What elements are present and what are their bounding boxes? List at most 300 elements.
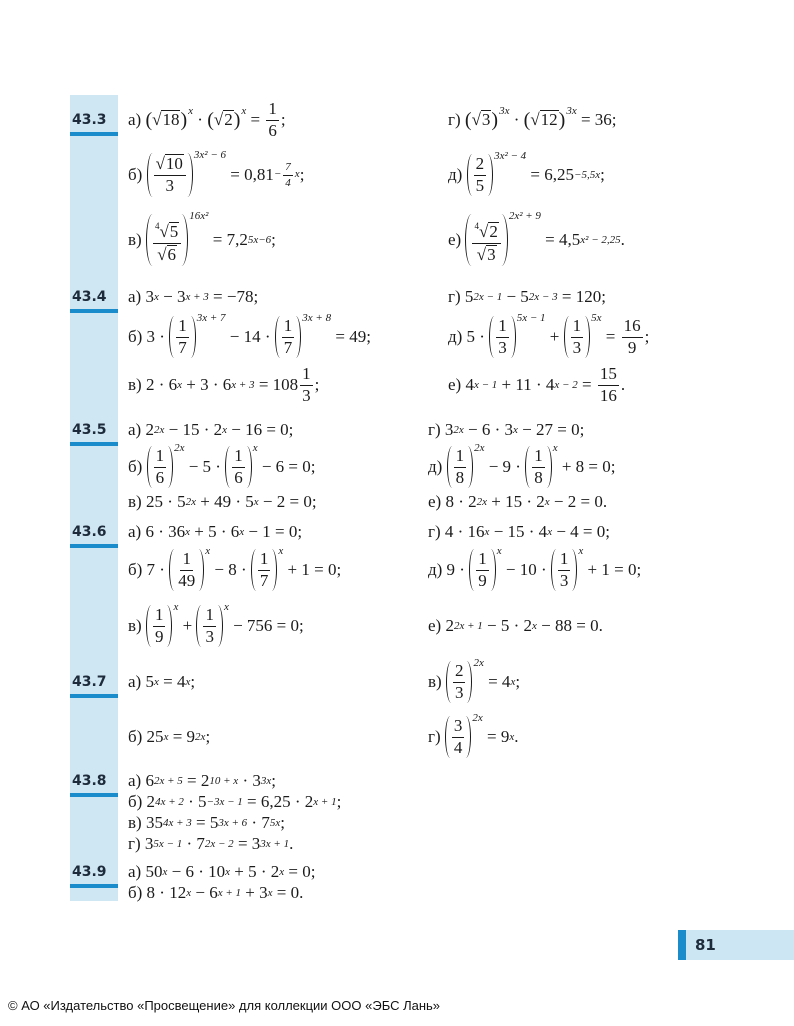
math-text: б) [128, 165, 147, 184]
math-text: 3x [499, 104, 510, 117]
parenthesized-fraction [564, 311, 602, 358]
math-text: − 14 · [225, 327, 275, 346]
parenthesized-fraction [489, 311, 546, 358]
math-text: 3x + 6 [218, 817, 248, 829]
math-text: x [223, 600, 229, 613]
exercise-right [448, 90, 617, 150]
math-text: 7 [283, 337, 293, 357]
math-text: 3x + 7 [196, 311, 226, 324]
math-text: x [578, 544, 584, 557]
problem-number [72, 522, 107, 542]
problem-number-underline [70, 884, 118, 888]
math-text: 3x + 1 [260, 838, 290, 850]
math-text: x [279, 866, 285, 878]
denominator [474, 176, 487, 196]
math-text: е) 2 [428, 616, 454, 635]
math-text: е) 4 [448, 375, 474, 394]
math-text: x [510, 676, 516, 688]
left-paren-icon: ( [145, 108, 153, 131]
math-text: · 5 [183, 792, 207, 811]
math-text: 1 [234, 445, 243, 465]
math-text: 3 [454, 682, 464, 702]
math-text: − 15 · 2 [164, 420, 223, 439]
math-text: 3x² − 6 [193, 149, 227, 162]
exercise-right [428, 596, 603, 656]
exercise-left [128, 90, 286, 150]
denominator [476, 571, 489, 591]
math-text: 2x [473, 656, 484, 669]
math-text: а) 6 [128, 771, 154, 790]
math-text: − 10 · [501, 560, 551, 579]
exercise-right [428, 540, 641, 600]
math-text: x [163, 731, 169, 743]
math-text: = 36; [576, 110, 617, 129]
math-text: x [188, 104, 194, 117]
numerator [154, 447, 167, 468]
math-text: 7 [259, 570, 269, 590]
exponent [497, 545, 502, 557]
exponent [205, 545, 210, 557]
exponent [194, 149, 226, 161]
math-text: 2x − 3 [528, 291, 558, 303]
math-text: x [509, 731, 515, 743]
fraction [474, 155, 487, 195]
math-text: б) [128, 457, 147, 476]
math-text: − 5 · 2 [482, 616, 533, 635]
math-text: x − 1 [473, 379, 498, 391]
math-text: 7 [178, 337, 187, 357]
math-text: 8 [455, 467, 465, 487]
math-text: г) 4 · 16 [428, 522, 485, 541]
math-text: ; [644, 327, 650, 346]
math-text: 3 [205, 626, 214, 646]
math-text: е) 8 · 2 [428, 492, 477, 511]
parenthesized-fraction [446, 656, 484, 703]
parenthesized-fraction [251, 544, 284, 591]
math-text: = 2 [182, 771, 210, 790]
right-paren-icon: ) [558, 108, 566, 131]
parentheses [146, 605, 173, 647]
problem-number-label: 43.3 [72, 112, 107, 128]
math-text: · [509, 110, 524, 129]
problem-number-underline [70, 544, 118, 548]
exercise-left [128, 540, 341, 600]
parenthesized-root [464, 104, 510, 132]
numerator [532, 447, 545, 468]
radicand: 12 [540, 110, 558, 130]
fraction [258, 550, 271, 590]
root-index: 4 [154, 221, 160, 232]
math-text: ; [336, 792, 342, 811]
exercise-left [128, 793, 341, 811]
math-text: − 2 = 0. [549, 492, 608, 511]
math-text: г) 3 [128, 834, 154, 853]
math-text: = [577, 375, 596, 394]
numerator [154, 154, 186, 176]
math-text: 2x + 5 [153, 775, 183, 787]
math-text: − 5 [502, 287, 529, 306]
fraction [282, 317, 295, 357]
numerator [232, 447, 245, 468]
root-index: 4 [474, 221, 479, 232]
math-text: 5x − 1 [153, 838, 183, 850]
right-paren-icon: ) [180, 108, 188, 131]
exercise-left [128, 210, 276, 270]
math-text: г) 5 [448, 287, 474, 306]
math-text: · 7 [247, 813, 270, 832]
numerator [203, 606, 216, 627]
math-text: − 3 [158, 287, 186, 306]
parentheses [196, 605, 223, 647]
page-number-strip [678, 930, 686, 960]
parentheses [146, 214, 188, 265]
math-text: б) 2 [128, 792, 156, 811]
math-text: 16x² [189, 210, 209, 223]
denominator [203, 627, 216, 647]
numerator [452, 717, 465, 738]
math-text: x [185, 676, 191, 688]
exercise-right [448, 210, 625, 270]
math-text: б) 3 · [128, 327, 170, 346]
numerator [622, 317, 643, 338]
exercise-left [128, 772, 276, 790]
page-number-box [678, 930, 794, 960]
problem-number-label: 43.6 [72, 524, 107, 540]
math-text: а) 6 · 36 [128, 522, 186, 541]
parentheses [169, 316, 196, 358]
math-text: 9 [154, 626, 164, 646]
radical-sign-icon: √ [471, 110, 481, 129]
numerator [153, 215, 181, 244]
math-text: x [294, 168, 300, 181]
radical [474, 222, 498, 242]
parenthesized-fraction [469, 544, 502, 591]
numerator [474, 155, 487, 176]
numerator [153, 606, 166, 627]
numerator [558, 550, 571, 571]
denominator [153, 627, 166, 647]
parenthesized-root [523, 104, 577, 132]
math-text: 1 [259, 548, 269, 568]
math-text: 6 [268, 120, 277, 140]
math-text: 2 [454, 660, 464, 680]
exponent [566, 105, 576, 117]
math-text: 5 [475, 175, 485, 195]
math-text: x + 1 [313, 796, 337, 808]
math-text: x [267, 887, 273, 899]
math-text: 3x² − 4 [494, 149, 527, 162]
math-text: 7 [285, 161, 291, 174]
math-text: 3 [165, 176, 174, 195]
math-text: = −78; [208, 287, 259, 306]
page-number: 81 [695, 936, 716, 954]
fraction [154, 154, 186, 195]
math-text: ; [314, 375, 320, 394]
copyright-notice: © АО «Издательство «Просвещение» для коллекции ООО «ЭБС Лань» [8, 998, 441, 1013]
math-text: . [620, 375, 626, 394]
math-text: д) [428, 457, 447, 476]
denominator [475, 244, 499, 265]
math-text: x [222, 424, 227, 436]
exercise-left [128, 596, 304, 656]
math-text: в) 2 · 6 [128, 375, 178, 394]
math-text: . [289, 834, 294, 853]
radical [530, 110, 558, 130]
math-text: в) 35 [128, 813, 163, 832]
math-text: 8 [534, 467, 543, 487]
exponent [473, 657, 483, 669]
denominator [163, 176, 176, 196]
math-text: + 11 · 4 [497, 375, 555, 394]
radicand: 6 [167, 245, 177, 264]
fraction [452, 717, 465, 757]
parentheses [551, 549, 578, 591]
exponent [197, 312, 226, 324]
denominator [258, 571, 271, 591]
math-text: д) 9 · [428, 560, 470, 579]
math-text: + [178, 616, 197, 635]
exercise-left [128, 884, 303, 902]
math-text: = [246, 110, 265, 129]
math-text: x + 3 [231, 379, 255, 391]
math-text: 2x − 1 [473, 291, 503, 303]
math-text: x [225, 866, 230, 878]
math-text: г) [428, 727, 445, 746]
math-text: 3 [498, 337, 507, 357]
parentheses [524, 109, 566, 132]
math-text: 1 [182, 548, 191, 568]
math-text: 9 [627, 337, 637, 357]
fraction [176, 317, 189, 357]
math-text: = 6,25 · 2 [242, 792, 314, 811]
numerator [598, 365, 619, 386]
math-text: 3 [302, 385, 311, 405]
numerator [476, 550, 489, 571]
math-text: 6 [155, 467, 165, 487]
fraction [622, 317, 643, 357]
math-text: − 5 · [184, 457, 226, 476]
math-text: = 4 [483, 672, 511, 691]
problem-number [72, 110, 107, 130]
math-text: x [153, 676, 159, 688]
radical [155, 222, 179, 242]
fraction [203, 606, 216, 646]
parenthesized-fraction [147, 149, 227, 196]
radical-sign-icon: √ [157, 245, 167, 264]
fraction [453, 662, 466, 702]
numerator [472, 215, 500, 244]
math-text: + 3 [241, 883, 268, 902]
math-text: x [253, 496, 259, 508]
parenthesized-fraction [551, 544, 584, 591]
denominator [598, 386, 619, 406]
problem-number-underline [70, 694, 118, 698]
fraction [300, 365, 313, 405]
math-text: + 8 = 0; [557, 457, 616, 476]
right-paren-icon: ) [491, 108, 499, 131]
math-text: ; [271, 771, 276, 790]
math-text: 2x − 2 [204, 838, 234, 850]
parenthesized-fraction [146, 600, 179, 647]
math-text: ; [205, 727, 211, 746]
math-text: 1 [155, 445, 165, 465]
fraction [153, 606, 166, 646]
math-text: x [513, 424, 518, 436]
denominator [176, 571, 197, 591]
math-text: = 0; [284, 862, 316, 881]
exercise-left [128, 863, 315, 881]
problem-number-label: 43.8 [72, 773, 107, 789]
math-text: г) [448, 110, 465, 129]
radical [214, 110, 234, 130]
math-text: ; [271, 230, 276, 249]
math-text: в) [128, 616, 146, 635]
math-text: д) 5 · [448, 327, 490, 346]
math-text: 2x² + 9 [508, 210, 541, 223]
math-text: 1 [205, 604, 214, 624]
math-text: = 9 [168, 727, 196, 746]
math-text: 3x [260, 775, 272, 787]
parenthesized-root [145, 104, 194, 132]
parentheses [275, 316, 302, 358]
math-text: = 49; [331, 327, 371, 346]
exercise-right [428, 652, 520, 712]
math-text: + 1 = 0; [583, 560, 642, 579]
math-text: = 6,25 [526, 165, 575, 184]
denominator [452, 738, 465, 758]
math-text: ; [190, 672, 196, 691]
math-text: x [484, 526, 490, 538]
exponent [174, 442, 184, 454]
problem-number-underline [70, 442, 118, 446]
math-text: · 3 [238, 771, 261, 790]
problem-number [72, 420, 107, 440]
numerator [300, 365, 313, 386]
left-paren-icon: ( [523, 108, 531, 131]
problem-number-underline [70, 309, 118, 313]
math-text: = 0. [272, 883, 304, 902]
parenthesized-fraction [275, 311, 332, 358]
math-text: 2x [472, 711, 483, 724]
math-text: 1 [498, 315, 507, 335]
math-text: 5x [269, 817, 281, 829]
parentheses [445, 716, 472, 758]
numerator [496, 317, 509, 338]
denominator [283, 176, 293, 189]
math-text: 15 [599, 363, 617, 383]
math-text: 2x [185, 496, 196, 508]
math-text: 1 [283, 315, 293, 335]
exponent [553, 442, 558, 454]
exercise-right [428, 707, 519, 767]
math-text: x − 2 [554, 379, 578, 391]
denominator [300, 386, 313, 406]
math-text: x [278, 544, 284, 557]
exponent [278, 545, 283, 557]
fraction [283, 161, 293, 188]
math-text: 2 [475, 153, 485, 173]
math-text: + 15 · 2 [487, 492, 545, 511]
math-text: x [205, 544, 211, 557]
math-text: − 4 = 0; [552, 522, 610, 541]
math-text: 16 [599, 385, 617, 405]
numerator [453, 662, 466, 683]
math-text: = 9 [482, 727, 510, 746]
math-text: 2x [476, 496, 488, 508]
radical [477, 245, 497, 265]
math-text: − 8 · [210, 560, 251, 579]
math-text: x [241, 104, 247, 117]
parentheses [145, 109, 187, 132]
exponent [509, 210, 541, 222]
problem-number-label: 43.4 [72, 289, 107, 305]
radicand: 3 [487, 245, 496, 264]
math-text: 1 [572, 315, 582, 335]
math-text: x [173, 600, 179, 613]
math-text: 4x + 2 [155, 796, 184, 808]
problem-number-label: 43.9 [72, 864, 107, 880]
math-text: − 27 = 0; [517, 420, 585, 439]
fraction [472, 215, 500, 264]
math-text: 10 + x [209, 775, 239, 787]
math-text: 2x [195, 731, 206, 743]
math-text: а) 5 [128, 672, 154, 691]
radical [472, 110, 492, 130]
math-text: в) [428, 672, 446, 691]
math-text: ; [600, 165, 605, 184]
math-text: x [496, 544, 502, 557]
math-text: x [186, 887, 192, 899]
math-text: x [547, 526, 553, 538]
math-text: = 120; [557, 287, 606, 306]
math-text: 2x [474, 441, 485, 454]
exponent [302, 312, 331, 324]
radicand: 18 [162, 110, 180, 130]
denominator [155, 244, 179, 265]
radical [157, 245, 177, 265]
math-text: x [252, 441, 258, 454]
math-text: = 3 [233, 834, 261, 853]
exponent [173, 601, 178, 613]
math-text: − 15 · 4 [489, 522, 548, 541]
math-text: 1 [178, 315, 187, 335]
math-text: + 5 · 2 [230, 862, 280, 881]
math-text: = [601, 327, 620, 346]
math-text: − 6 · 3 [463, 420, 514, 439]
math-text: 3 [453, 715, 463, 735]
math-text: 1 [154, 604, 164, 624]
exponent [578, 545, 583, 557]
math-text: · 7 [182, 834, 205, 853]
radical-sign-icon: √ [478, 222, 489, 242]
math-text: − [273, 168, 282, 181]
problem-number-underline [70, 793, 118, 797]
math-text: а) 50 [128, 862, 163, 881]
exercise-left [128, 814, 285, 832]
numerator [266, 100, 279, 121]
math-text: − 88 = 0. [536, 616, 603, 635]
math-text: x [544, 496, 550, 508]
fraction [176, 550, 197, 590]
denominator [266, 121, 279, 141]
math-text: = 108 [254, 375, 299, 394]
exponent [517, 312, 546, 324]
math-text: − 16 = 0; [227, 420, 294, 439]
math-text: 3 [559, 570, 569, 590]
parentheses [465, 214, 507, 265]
math-text: x [552, 441, 558, 454]
math-text: −5,5x [574, 169, 601, 181]
